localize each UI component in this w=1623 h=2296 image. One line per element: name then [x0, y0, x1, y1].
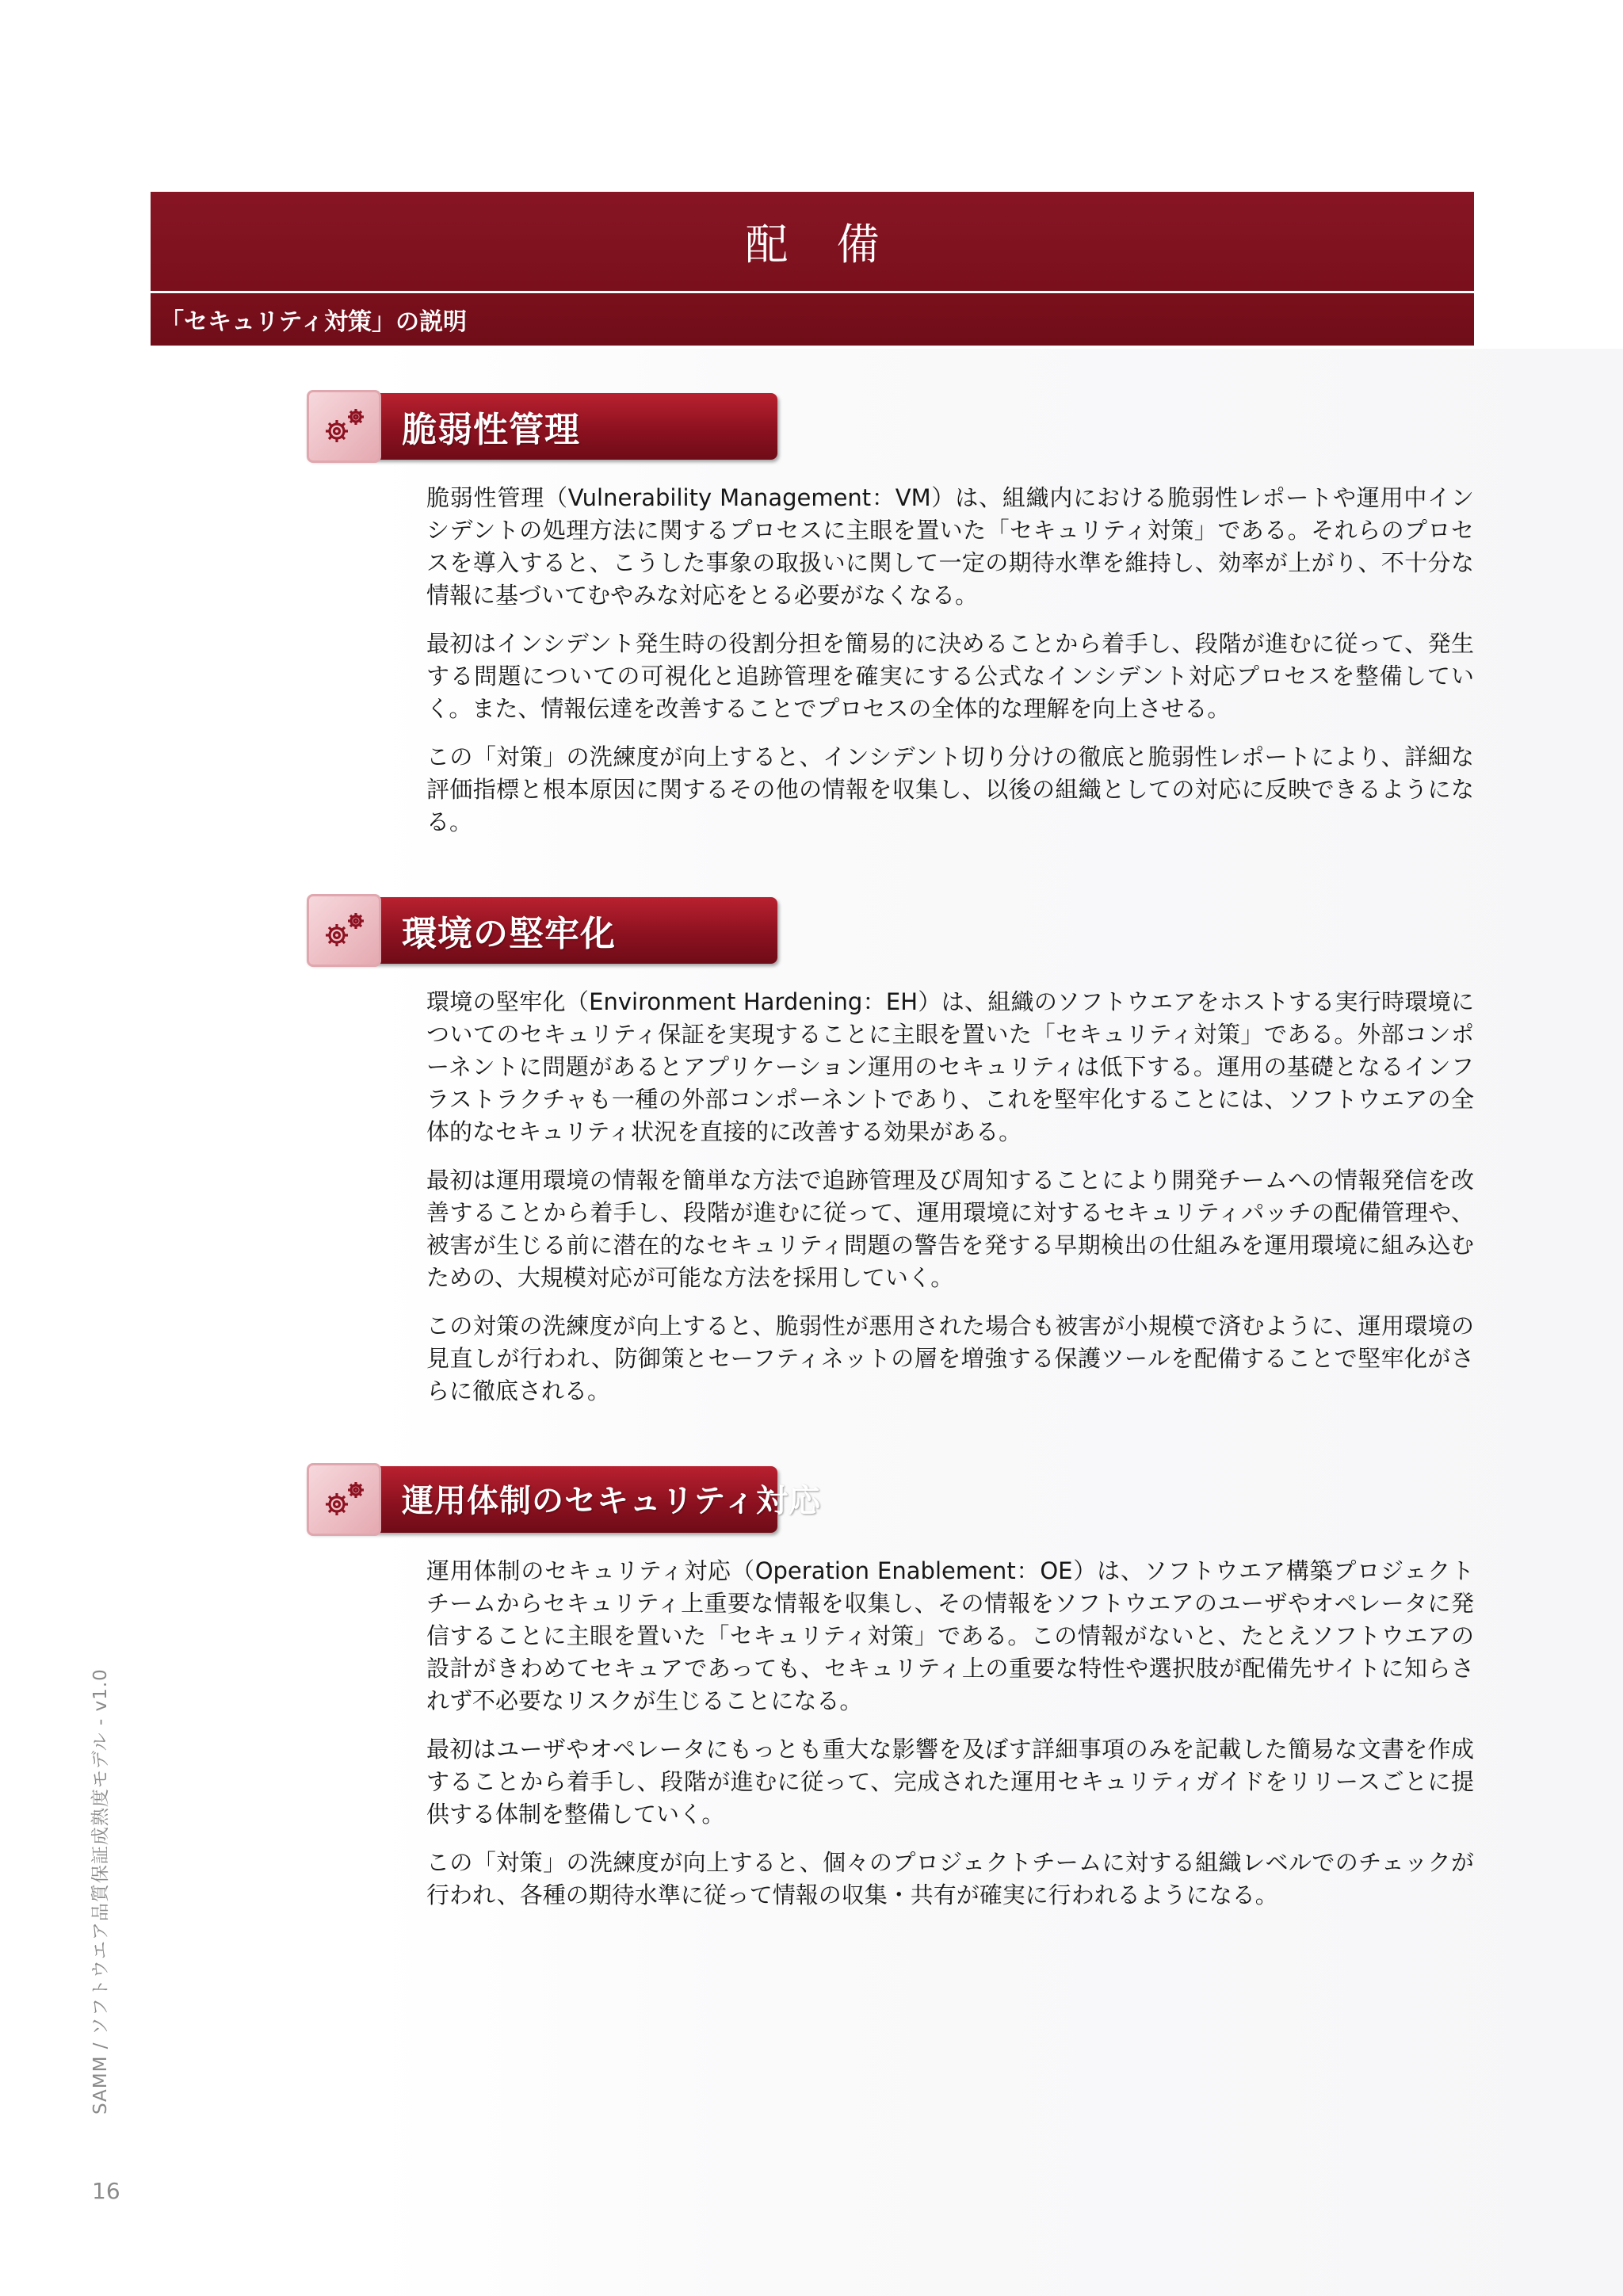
paragraph: 最初は運用環境の情報を簡単な方法で追跡管理及び周知することにより開発チームへの情報発信を改善することから着手し、段階が進むに従って、運用環境に対するセキュリティパッチの配備管理や、被害が生じる前に潜在的なセキュリティ問題の警告を発する早期検出の仕組みを運用環境に組み込むための、大規模対応が可能な方法を採用していく。 [426, 1167, 1474, 1291]
chapter-banner [151, 192, 1474, 291]
section-title: 脆弱性管理 [402, 410, 580, 450]
paragraph: 環境の堅牢化（Environment Hardening：EH）は、組織のソフトウエアをホストする実行時環境についてのセキュリティ保証を実現することに主眼を置いた「セキュリティ対策」である。外部コンポーネントに問題があるとアプリケーション運用のセキュリティは低下する。運用の基礎となるインフラストラクチャも一種の外部コンポーネントであり、これを堅牢化することには、ソフトウエアの全体的なセキュリティ状況を直接的に改善する効果がある。 [426, 988, 1474, 1145]
paragraph: この「対策」の洗練度が向上すると、インシデント切り分けの徹底と脆弱性レポートにより、詳細な評価指標と根本原因に関するその他の情報を収集し、以後の組織としての対応に反映できるようになる。 [426, 743, 1474, 835]
section-subtitle: 「セキュリティ対策」の説明 [160, 308, 467, 336]
section-subtitle-bar [151, 293, 1474, 346]
section-heading-oe [307, 1463, 821, 1536]
gears-icon [307, 390, 381, 463]
section-title: 運用体制のセキュリティ対応 [402, 1483, 821, 1519]
gears-icon [307, 894, 381, 967]
gears-icon [307, 1463, 381, 1536]
paragraph: 最初はユーザやオペレータにもっとも重大な影響を及ぼす詳細事項のみを記載した簡易な文書を作成することから着手し、段階が進むに従って、完成された運用セキュリティガイドをリリースごとに提供する体制を整備していく。 [426, 1736, 1474, 1828]
running-footer: SAMM / ソフトウエア品質保証成熟度モデル - v1.0 [90, 1668, 111, 2115]
section-body-eh [426, 986, 1474, 1423]
paragraph: この「対策」の洗練度が向上すると、個々のプロジェクトチームに対する組織レベルでのチェックが行われ、各種の期待水準に従って情報の収集・共有が確実に行われるようになる。 [426, 1849, 1474, 1908]
page-number: 16 [92, 2178, 120, 2204]
section-body-oe [426, 1555, 1474, 1927]
paragraph: この対策の洗練度が向上すると、脆弱性が悪用された場合も被害が小規模で済むように、運用環境の見直しが行われ、防御策とセーフティネットの層を増強する保護ツールを配備することで堅牢化がさらに徹底される。 [426, 1312, 1474, 1404]
section-heading-vm [307, 390, 781, 463]
paragraph: 脆弱性管理（Vulnerability Management：VM）は、組織内における脆弱性レポートや運用中インシデントの処理方法に関するプロセスに主眼を置いた「セキュリティ対策」である。それらのプロセスを導入すると、こうした事象の取扱いに関して一定の期待水準を維持し、効率が上がり、不十分な情報に基づいてむやみな対応をとる必要がなくなる。 [426, 484, 1474, 609]
section-heading-eh [307, 894, 781, 967]
section-body-vm [426, 482, 1474, 854]
paragraph: 最初はインシデント発生時の役割分担を簡易的に決めることから着手し、段階が進むに従って、発生する問題についての可視化と追跡管理を確実にする公式なインシデント対応プロセスを整備していく。また、情報伝達を改善することでプロセスの全体的な理解を向上させる。 [426, 630, 1474, 722]
chapter-title: 配 備 [745, 220, 897, 269]
section-title: 環境の堅牢化 [402, 914, 616, 954]
paragraph: 運用体制のセキュリティ対応（Operation Enablement：OE）は、ソフトウエア構築プロジェクトチームからセキュリティ上重要な情報を収集し、その情報をソフトウエアのユーザやオペレータに発信することに主眼を置いた「セキュリティ対策」である。この情報がないと、たとえソフトウエアの設計がきわめてセキュアであっても、セキュリティ上の重要な特性や選択肢が配備先サイトに知らされず不必要なリスクが生じることになる。 [426, 1557, 1474, 1714]
